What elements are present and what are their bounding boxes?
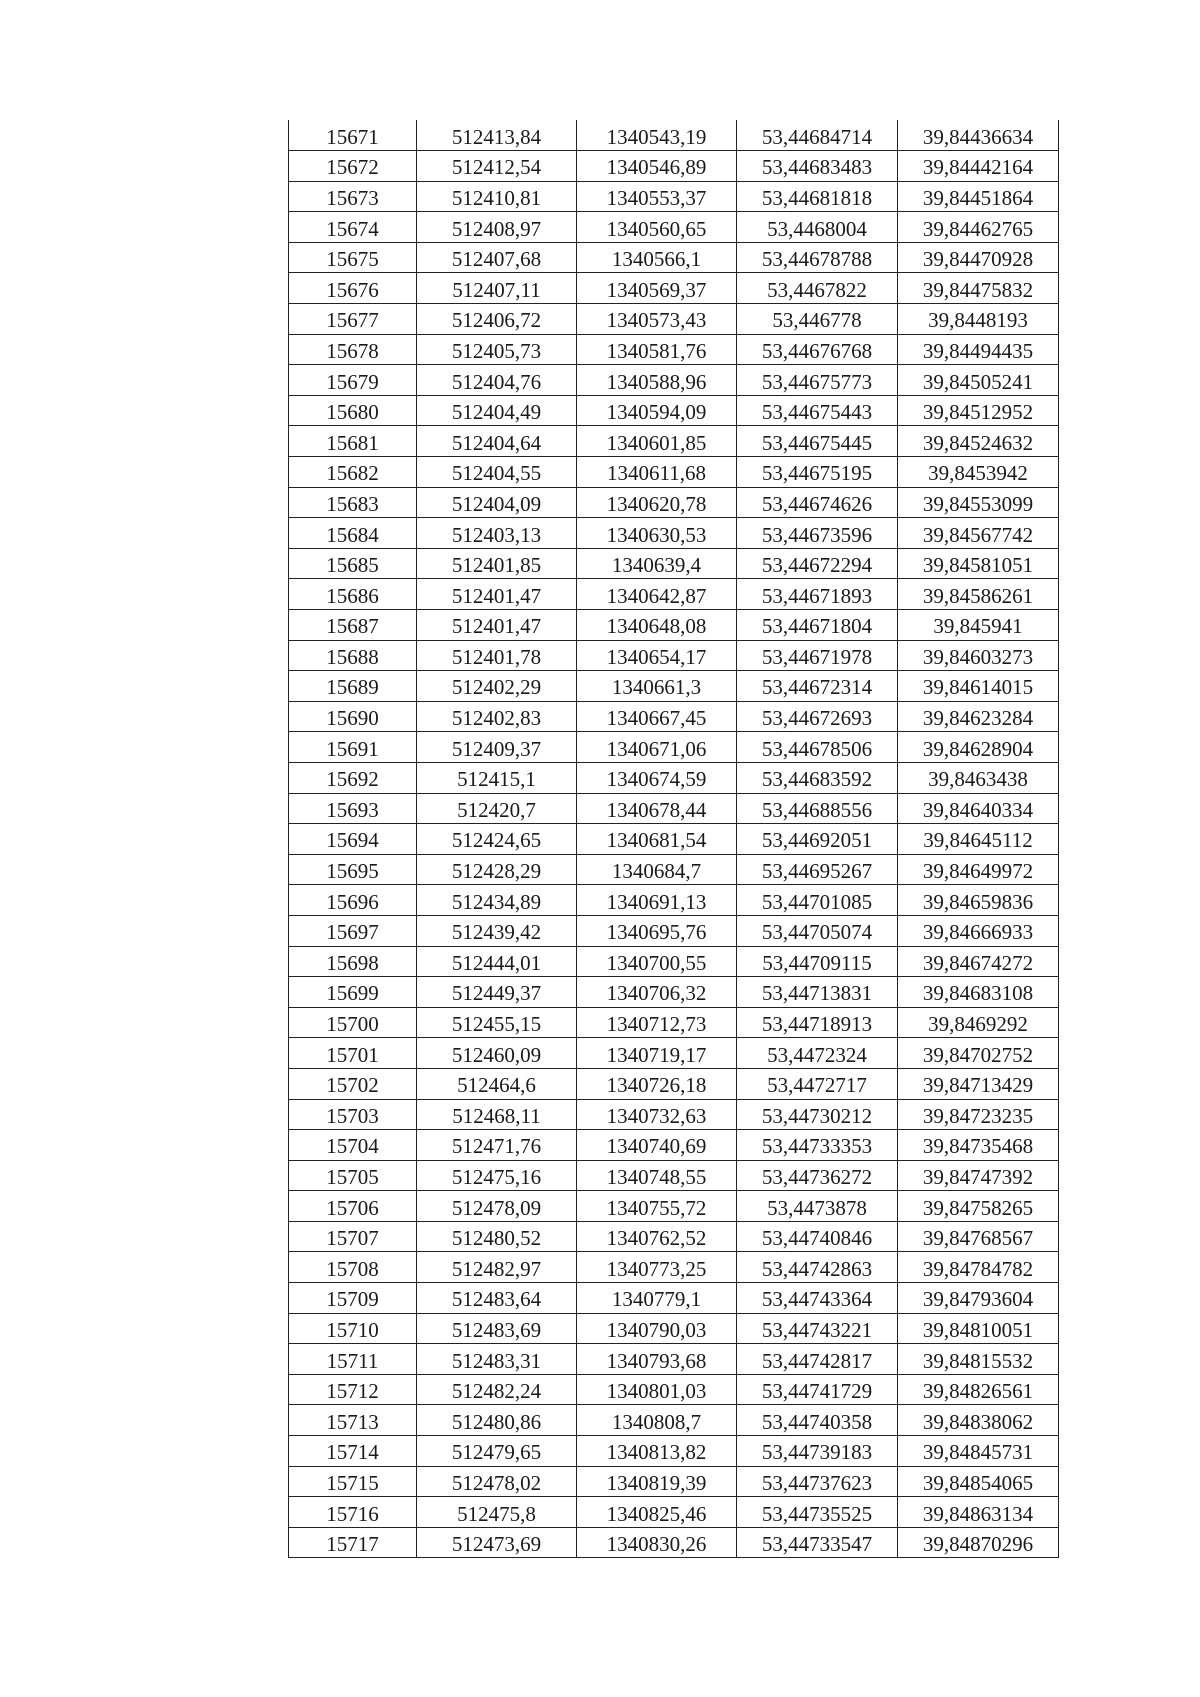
x-coordinate-cell: 512475,8 [417,1497,577,1528]
longitude-cell: 39,84623284 [898,701,1059,732]
point-number-cell: 15682 [289,457,417,488]
point-number-cell: 15703 [289,1099,417,1130]
y-coordinate-cell: 1340790,03 [577,1313,737,1344]
table-row [289,1007,1059,1038]
x-coordinate-cell: 512464,6 [417,1068,577,1099]
x-coordinate-cell: 512483,64 [417,1283,577,1314]
x-coordinate-cell: 512404,09 [417,487,577,518]
latitude-cell: 53,44671804 [737,610,898,641]
y-coordinate-cell: 1340712,73 [577,1007,737,1038]
x-coordinate-cell: 512405,73 [417,334,577,365]
longitude-cell: 39,84475832 [898,273,1059,304]
longitude-cell: 39,84436634 [898,120,1059,151]
point-number-cell: 15709 [289,1283,417,1314]
point-number-cell: 15706 [289,1191,417,1222]
y-coordinate-cell: 1340630,53 [577,518,737,549]
x-coordinate-cell: 512413,84 [417,120,577,151]
point-number-cell: 15678 [289,334,417,365]
x-coordinate-cell: 512478,02 [417,1466,577,1497]
y-coordinate-cell: 1340762,52 [577,1221,737,1252]
x-coordinate-cell: 512408,97 [417,212,577,243]
longitude-cell: 39,84645112 [898,824,1059,855]
x-coordinate-cell: 512473,69 [417,1527,577,1558]
latitude-cell: 53,44730212 [737,1099,898,1130]
latitude-cell: 53,44740846 [737,1221,898,1252]
latitude-cell: 53,44743364 [737,1283,898,1314]
table-row [289,915,1059,946]
point-number-cell: 15674 [289,212,417,243]
table-row [289,1252,1059,1283]
x-coordinate-cell: 512407,68 [417,242,577,273]
longitude-cell: 39,8469292 [898,1007,1059,1038]
y-coordinate-cell: 1340706,32 [577,977,737,1008]
longitude-cell: 39,84640334 [898,793,1059,824]
y-coordinate-cell: 1340611,68 [577,457,737,488]
y-coordinate-cell: 1340667,45 [577,701,737,732]
longitude-cell: 39,84666933 [898,915,1059,946]
x-coordinate-cell: 512483,69 [417,1313,577,1344]
y-coordinate-cell: 1340808,7 [577,1405,737,1436]
longitude-cell: 39,84442164 [898,151,1059,182]
y-coordinate-cell: 1340691,13 [577,885,737,916]
latitude-cell: 53,44674626 [737,487,898,518]
longitude-cell: 39,84581051 [898,548,1059,579]
x-coordinate-cell: 512428,29 [417,854,577,885]
latitude-cell: 53,44742863 [737,1252,898,1283]
longitude-cell: 39,84723235 [898,1099,1059,1130]
table-row [289,885,1059,916]
longitude-cell: 39,84845731 [898,1436,1059,1467]
latitude-cell: 53,44683483 [737,151,898,182]
point-number-cell: 15710 [289,1313,417,1344]
table-row [289,977,1059,1008]
point-number-cell: 15675 [289,242,417,273]
longitude-cell: 39,84815532 [898,1344,1059,1375]
y-coordinate-cell: 1340793,68 [577,1344,737,1375]
y-coordinate-cell: 1340779,1 [577,1283,737,1314]
table-row [289,487,1059,518]
y-coordinate-cell: 1340661,3 [577,671,737,702]
point-number-cell: 15684 [289,518,417,549]
point-number-cell: 15683 [289,487,417,518]
longitude-cell: 39,84628904 [898,732,1059,763]
y-coordinate-cell: 1340573,43 [577,304,737,335]
point-number-cell: 15695 [289,854,417,885]
x-coordinate-cell: 512434,89 [417,885,577,916]
table-row [289,1160,1059,1191]
table-row [289,854,1059,885]
table-row [289,1221,1059,1252]
latitude-cell: 53,44742817 [737,1344,898,1375]
x-coordinate-cell: 512468,11 [417,1099,577,1130]
y-coordinate-cell: 1340594,09 [577,395,737,426]
y-coordinate-cell: 1340642,87 [577,579,737,610]
table-row [289,151,1059,182]
point-number-cell: 15686 [289,579,417,610]
point-number-cell: 15694 [289,824,417,855]
point-number-cell: 15702 [289,1068,417,1099]
latitude-cell: 53,44675195 [737,457,898,488]
table-row [289,1436,1059,1467]
longitude-cell: 39,84553099 [898,487,1059,518]
table-row [289,1313,1059,1344]
longitude-cell: 39,84524632 [898,426,1059,457]
y-coordinate-cell: 1340546,89 [577,151,737,182]
latitude-cell: 53,44736272 [737,1160,898,1191]
x-coordinate-cell: 512439,42 [417,915,577,946]
x-coordinate-cell: 512478,09 [417,1191,577,1222]
longitude-cell: 39,84838062 [898,1405,1059,1436]
table-row [289,579,1059,610]
point-number-cell: 15672 [289,151,417,182]
y-coordinate-cell: 1340726,18 [577,1068,737,1099]
x-coordinate-cell: 512449,37 [417,977,577,1008]
longitude-cell: 39,84784782 [898,1252,1059,1283]
latitude-cell: 53,4468004 [737,212,898,243]
y-coordinate-cell: 1340773,25 [577,1252,737,1283]
longitude-cell: 39,84863134 [898,1497,1059,1528]
x-coordinate-cell: 512409,37 [417,732,577,763]
x-coordinate-cell: 512404,76 [417,365,577,396]
table-row [289,120,1059,151]
table-row [289,640,1059,671]
latitude-cell: 53,4472717 [737,1068,898,1099]
y-coordinate-cell: 1340684,7 [577,854,737,885]
table-row [289,732,1059,763]
table-row [289,1038,1059,1069]
point-number-cell: 15688 [289,640,417,671]
table-row [289,762,1059,793]
x-coordinate-cell: 512420,7 [417,793,577,824]
latitude-cell: 53,44672314 [737,671,898,702]
latitude-cell: 53,44676768 [737,334,898,365]
latitude-cell: 53,44684714 [737,120,898,151]
y-coordinate-cell: 1340719,17 [577,1038,737,1069]
y-coordinate-cell: 1340674,59 [577,762,737,793]
point-number-cell: 15716 [289,1497,417,1528]
longitude-cell: 39,84470928 [898,242,1059,273]
table-row [289,212,1059,243]
table-row [289,334,1059,365]
latitude-cell: 53,44675445 [737,426,898,457]
latitude-cell: 53,44675773 [737,365,898,396]
point-number-cell: 15692 [289,762,417,793]
y-coordinate-cell: 1340543,19 [577,120,737,151]
y-coordinate-cell: 1340732,63 [577,1099,737,1130]
latitude-cell: 53,44695267 [737,854,898,885]
point-number-cell: 15705 [289,1160,417,1191]
y-coordinate-cell: 1340620,78 [577,487,737,518]
latitude-cell: 53,44739183 [737,1436,898,1467]
latitude-cell: 53,44709115 [737,946,898,977]
x-coordinate-cell: 512402,29 [417,671,577,702]
latitude-cell: 53,4467822 [737,273,898,304]
table-row [289,548,1059,579]
longitude-cell: 39,84674272 [898,946,1059,977]
table-row [289,304,1059,335]
point-number-cell: 15671 [289,120,417,151]
longitude-cell: 39,8463438 [898,762,1059,793]
y-coordinate-cell: 1340560,65 [577,212,737,243]
latitude-cell: 53,44741729 [737,1374,898,1405]
longitude-cell: 39,84462765 [898,212,1059,243]
table-row [289,426,1059,457]
y-coordinate-cell: 1340801,03 [577,1374,737,1405]
x-coordinate-cell: 512444,01 [417,946,577,977]
longitude-cell: 39,84512952 [898,395,1059,426]
latitude-cell: 53,446778 [737,304,898,335]
longitude-cell: 39,84826561 [898,1374,1059,1405]
point-number-cell: 15714 [289,1436,417,1467]
longitude-cell: 39,84614015 [898,671,1059,702]
latitude-cell: 53,44671893 [737,579,898,610]
latitude-cell: 53,44692051 [737,824,898,855]
x-coordinate-cell: 512404,64 [417,426,577,457]
x-coordinate-cell: 512480,86 [417,1405,577,1436]
latitude-cell: 53,44740358 [737,1405,898,1436]
latitude-cell: 53,44683592 [737,762,898,793]
longitude-cell: 39,84649972 [898,854,1059,885]
x-coordinate-cell: 512479,65 [417,1436,577,1467]
longitude-cell: 39,8448193 [898,304,1059,335]
table-row [289,365,1059,396]
latitude-cell: 53,44681818 [737,181,898,212]
table-row [289,181,1059,212]
y-coordinate-cell: 1340748,55 [577,1160,737,1191]
y-coordinate-cell: 1340700,55 [577,946,737,977]
x-coordinate-cell: 512401,78 [417,640,577,671]
longitude-cell: 39,84793604 [898,1283,1059,1314]
table-row [289,946,1059,977]
longitude-cell: 39,84747392 [898,1160,1059,1191]
table-row [289,1466,1059,1497]
longitude-cell: 39,84494435 [898,334,1059,365]
longitude-cell: 39,84659836 [898,885,1059,916]
point-number-cell: 15711 [289,1344,417,1375]
latitude-cell: 53,44675443 [737,395,898,426]
x-coordinate-cell: 512412,54 [417,151,577,182]
y-coordinate-cell: 1340825,46 [577,1497,737,1528]
longitude-cell: 39,84758265 [898,1191,1059,1222]
x-coordinate-cell: 512404,55 [417,457,577,488]
longitude-cell: 39,845941 [898,610,1059,641]
longitude-cell: 39,84702752 [898,1038,1059,1069]
longitude-cell: 39,84603273 [898,640,1059,671]
longitude-cell: 39,84683108 [898,977,1059,1008]
latitude-cell: 53,44678788 [737,242,898,273]
table-row [289,1283,1059,1314]
y-coordinate-cell: 1340695,76 [577,915,737,946]
y-coordinate-cell: 1340639,4 [577,548,737,579]
longitude-cell: 39,84713429 [898,1068,1059,1099]
y-coordinate-cell: 1340581,76 [577,334,737,365]
point-number-cell: 15697 [289,915,417,946]
table-row [289,457,1059,488]
longitude-cell: 39,84870296 [898,1527,1059,1558]
latitude-cell: 53,44688556 [737,793,898,824]
x-coordinate-cell: 512404,49 [417,395,577,426]
table-row [289,273,1059,304]
x-coordinate-cell: 512483,31 [417,1344,577,1375]
point-number-cell: 15677 [289,304,417,335]
y-coordinate-cell: 1340740,69 [577,1130,737,1161]
latitude-cell: 53,44743221 [737,1313,898,1344]
y-coordinate-cell: 1340553,37 [577,181,737,212]
y-coordinate-cell: 1340755,72 [577,1191,737,1222]
y-coordinate-cell: 1340566,1 [577,242,737,273]
table-row [289,824,1059,855]
longitude-cell: 39,84768567 [898,1221,1059,1252]
y-coordinate-cell: 1340671,06 [577,732,737,763]
x-coordinate-cell: 512480,52 [417,1221,577,1252]
latitude-cell: 53,4472324 [737,1038,898,1069]
table-row [289,395,1059,426]
latitude-cell: 53,44733353 [737,1130,898,1161]
y-coordinate-cell: 1340654,17 [577,640,737,671]
table-row [289,1068,1059,1099]
y-coordinate-cell: 1340601,85 [577,426,737,457]
table-row [289,1099,1059,1130]
x-coordinate-cell: 512475,16 [417,1160,577,1191]
latitude-cell: 53,44735525 [737,1497,898,1528]
latitude-cell: 53,44718913 [737,1007,898,1038]
table-row [289,1191,1059,1222]
latitude-cell: 53,44673596 [737,518,898,549]
table-row [289,1405,1059,1436]
x-coordinate-cell: 512401,85 [417,548,577,579]
point-number-cell: 15708 [289,1252,417,1283]
x-coordinate-cell: 512460,09 [417,1038,577,1069]
longitude-cell: 39,84735468 [898,1130,1059,1161]
latitude-cell: 53,4473878 [737,1191,898,1222]
point-number-cell: 15698 [289,946,417,977]
point-number-cell: 15687 [289,610,417,641]
latitude-cell: 53,44705074 [737,915,898,946]
point-number-cell: 15681 [289,426,417,457]
point-number-cell: 15691 [289,732,417,763]
longitude-cell: 39,84586261 [898,579,1059,610]
table-row [289,1130,1059,1161]
table-row [289,242,1059,273]
longitude-cell: 39,84567742 [898,518,1059,549]
table-row [289,1374,1059,1405]
table-row [289,1527,1059,1558]
point-number-cell: 15717 [289,1527,417,1558]
table-row [289,610,1059,641]
y-coordinate-cell: 1340813,82 [577,1436,737,1467]
y-coordinate-cell: 1340588,96 [577,365,737,396]
x-coordinate-cell: 512455,15 [417,1007,577,1038]
x-coordinate-cell: 512407,11 [417,273,577,304]
latitude-cell: 53,44672294 [737,548,898,579]
point-number-cell: 15680 [289,395,417,426]
point-number-cell: 15704 [289,1130,417,1161]
point-number-cell: 15707 [289,1221,417,1252]
x-coordinate-cell: 512406,72 [417,304,577,335]
y-coordinate-cell: 1340830,26 [577,1527,737,1558]
longitude-cell: 39,84854065 [898,1466,1059,1497]
point-number-cell: 15690 [289,701,417,732]
x-coordinate-cell: 512401,47 [417,610,577,641]
longitude-cell: 39,8453942 [898,457,1059,488]
x-coordinate-cell: 512482,97 [417,1252,577,1283]
point-number-cell: 15699 [289,977,417,1008]
longitude-cell: 39,84810051 [898,1313,1059,1344]
latitude-cell: 53,44713831 [737,977,898,1008]
point-number-cell: 15693 [289,793,417,824]
point-number-cell: 15676 [289,273,417,304]
table-row [289,1497,1059,1528]
x-coordinate-cell: 512471,76 [417,1130,577,1161]
point-number-cell: 15689 [289,671,417,702]
point-number-cell: 15679 [289,365,417,396]
y-coordinate-cell: 1340648,08 [577,610,737,641]
point-number-cell: 15713 [289,1405,417,1436]
y-coordinate-cell: 1340569,37 [577,273,737,304]
latitude-cell: 53,44737623 [737,1466,898,1497]
latitude-cell: 53,44701085 [737,885,898,916]
point-number-cell: 15701 [289,1038,417,1069]
x-coordinate-cell: 512401,47 [417,579,577,610]
latitude-cell: 53,44733547 [737,1527,898,1558]
table-row [289,518,1059,549]
x-coordinate-cell: 512403,13 [417,518,577,549]
latitude-cell: 53,44672693 [737,701,898,732]
coordinates-table-body [289,120,1059,1558]
x-coordinate-cell: 512410,81 [417,181,577,212]
y-coordinate-cell: 1340678,44 [577,793,737,824]
point-number-cell: 15700 [289,1007,417,1038]
table-row [289,701,1059,732]
y-coordinate-cell: 1340819,39 [577,1466,737,1497]
point-number-cell: 15673 [289,181,417,212]
x-coordinate-cell: 512402,83 [417,701,577,732]
point-number-cell: 15685 [289,548,417,579]
y-coordinate-cell: 1340681,54 [577,824,737,855]
longitude-cell: 39,84451864 [898,181,1059,212]
point-number-cell: 15696 [289,885,417,916]
table-row [289,671,1059,702]
x-coordinate-cell: 512415,1 [417,762,577,793]
x-coordinate-cell: 512482,24 [417,1374,577,1405]
coordinates-table [288,120,1059,1558]
latitude-cell: 53,44671978 [737,640,898,671]
x-coordinate-cell: 512424,65 [417,824,577,855]
longitude-cell: 39,84505241 [898,365,1059,396]
table-row [289,793,1059,824]
table-row [289,1344,1059,1375]
latitude-cell: 53,44678506 [737,732,898,763]
point-number-cell: 15712 [289,1374,417,1405]
point-number-cell: 15715 [289,1466,417,1497]
